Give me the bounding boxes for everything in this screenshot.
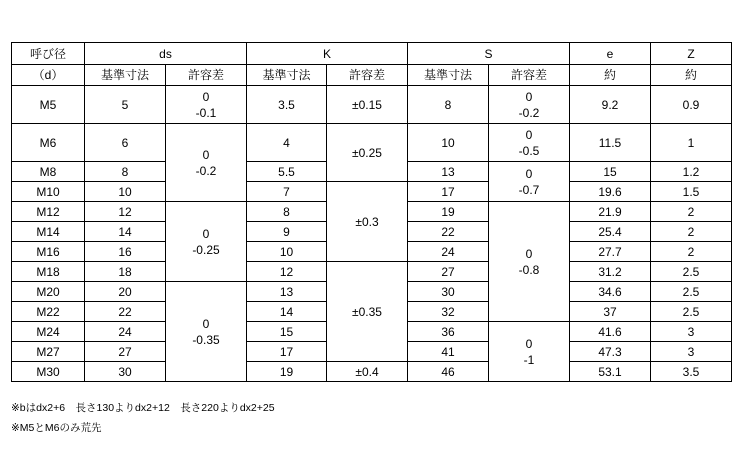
s-cell: 13 — [408, 162, 489, 182]
s-cell: 22 — [408, 222, 489, 242]
k-cell: 4 — [247, 124, 327, 162]
ds-basic-header: 基準寸法 — [85, 65, 166, 86]
k-basic-header: 基準寸法 — [247, 65, 327, 86]
nominal-cell: M20 — [12, 282, 85, 302]
ds-cell: 5 — [85, 86, 166, 124]
k-cell: 14 — [247, 302, 327, 322]
nominal-cell: M8 — [12, 162, 85, 182]
e-cell: 53.1 — [570, 362, 651, 382]
k-tolerance-header: 許容差 — [327, 65, 408, 86]
z-cell: 1.5 — [651, 182, 732, 202]
nominal-cell: M24 — [12, 322, 85, 342]
ds-cell: 10 — [85, 182, 166, 202]
k-cell: 10 — [247, 242, 327, 262]
k-tolerance-cell: ±0.15 — [327, 86, 408, 124]
note-coarse-tip: ※M5とM6のみ荒先 — [11, 422, 102, 434]
ds-cell: 22 — [85, 302, 166, 322]
z-cell: 1.2 — [651, 162, 732, 182]
z-cell: 2.5 — [651, 302, 732, 322]
nominal-header-sub: （d） — [12, 65, 85, 86]
z-cell: 3.5 — [651, 362, 732, 382]
header-row-1 — [12, 43, 732, 65]
header-row-2 — [12, 65, 732, 86]
z-cell: 2 — [651, 202, 732, 222]
k-cell: 3.5 — [247, 86, 327, 124]
k-tolerance-cell: ±0.35 — [327, 262, 408, 362]
s-tolerance-cell: 0 -0.7 — [489, 162, 570, 202]
ds-cell: 12 — [85, 202, 166, 222]
e-cell: 19.6 — [570, 182, 651, 202]
nominal-header-top: 呼び径 — [12, 43, 85, 65]
s-cell: 19 — [408, 202, 489, 222]
s-cell: 8 — [408, 86, 489, 124]
z-cell: 3 — [651, 342, 732, 362]
nominal-cell: M22 — [12, 302, 85, 322]
ds-cell: 27 — [85, 342, 166, 362]
nominal-cell: M27 — [12, 342, 85, 362]
s-tolerance-header: 許容差 — [489, 65, 570, 86]
ds-cell: 20 — [85, 282, 166, 302]
ds-cell: 30 — [85, 362, 166, 382]
ds-cell: 24 — [85, 322, 166, 342]
e-cell: 37 — [570, 302, 651, 322]
e-cell: 25.4 — [570, 222, 651, 242]
spec-table — [11, 42, 732, 382]
ds-tolerance-header: 許容差 — [166, 65, 247, 86]
k-cell: 15 — [247, 322, 327, 342]
z-cell: 2.5 — [651, 282, 732, 302]
nominal-cell: M6 — [12, 124, 85, 162]
ds-tolerance-cell: 0 -0.2 — [166, 124, 247, 202]
e-cell: 41.6 — [570, 322, 651, 342]
ds-tolerance-cell: 0 -0.1 — [166, 86, 247, 124]
k-tolerance-cell: ±0.3 — [327, 182, 408, 262]
z-cell: 0.9 — [651, 86, 732, 124]
s-cell: 10 — [408, 124, 489, 162]
k-cell: 8 — [247, 202, 327, 222]
table-row — [12, 182, 732, 202]
k-header: K — [247, 43, 408, 65]
nominal-cell: M30 — [12, 362, 85, 382]
nominal-cell: M5 — [12, 86, 85, 124]
s-tolerance-cell: 0 -1 — [489, 322, 570, 382]
ds-cell: 8 — [85, 162, 166, 182]
s-cell: 46 — [408, 362, 489, 382]
k-cell: 17 — [247, 342, 327, 362]
s-cell: 36 — [408, 322, 489, 342]
note-length: ※bはdx2+6 長さ130よりdx2+12 長さ220よりdx2+25 — [11, 402, 275, 414]
k-tolerance-cell: ±0.4 — [327, 362, 408, 382]
ds-tolerance-cell: 0 -0.35 — [166, 282, 247, 382]
table-row — [12, 262, 732, 282]
table-row — [12, 86, 732, 124]
k-tolerance-cell: ±0.25 — [327, 124, 408, 182]
s-cell: 17 — [408, 182, 489, 202]
e-header: e — [570, 43, 651, 65]
nominal-cell: M18 — [12, 262, 85, 282]
e-cell: 47.3 — [570, 342, 651, 362]
s-tolerance-cell: 0 -0.8 — [489, 202, 570, 322]
s-cell: 24 — [408, 242, 489, 262]
k-cell: 19 — [247, 362, 327, 382]
e-cell: 9.2 — [570, 86, 651, 124]
e-cell: 21.9 — [570, 202, 651, 222]
k-cell: 13 — [247, 282, 327, 302]
k-cell: 5.5 — [247, 162, 327, 182]
ds-header: ds — [85, 43, 247, 65]
e-cell: 15 — [570, 162, 651, 182]
table-row — [12, 124, 732, 162]
ds-cell: 16 — [85, 242, 166, 262]
s-tolerance-cell: 0 -0.2 — [489, 86, 570, 124]
z-cell: 2.5 — [651, 262, 732, 282]
k-cell: 9 — [247, 222, 327, 242]
e-cell: 27.7 — [570, 242, 651, 262]
z-header: Z — [651, 43, 732, 65]
table-row — [12, 362, 732, 382]
e-cell: 34.6 — [570, 282, 651, 302]
nominal-cell: M10 — [12, 182, 85, 202]
s-tolerance-cell: 0 -0.5 — [489, 124, 570, 162]
ds-cell: 14 — [85, 222, 166, 242]
e-cell: 31.2 — [570, 262, 651, 282]
s-cell: 27 — [408, 262, 489, 282]
ds-tolerance-cell: 0 -0.25 — [166, 202, 247, 282]
z-cell: 2 — [651, 242, 732, 262]
s-basic-header: 基準寸法 — [408, 65, 489, 86]
s-cell: 32 — [408, 302, 489, 322]
nominal-cell: M14 — [12, 222, 85, 242]
e-approx-header: 約 — [570, 65, 651, 86]
z-approx-header: 約 — [651, 65, 732, 86]
k-cell: 7 — [247, 182, 327, 202]
e-cell: 11.5 — [570, 124, 651, 162]
nominal-cell: M12 — [12, 202, 85, 222]
z-cell: 1 — [651, 124, 732, 162]
k-cell: 12 — [247, 262, 327, 282]
s-header: S — [408, 43, 570, 65]
s-cell: 41 — [408, 342, 489, 362]
nominal-cell: M16 — [12, 242, 85, 262]
ds-cell: 18 — [85, 262, 166, 282]
z-cell: 2 — [651, 222, 732, 242]
z-cell: 3 — [651, 322, 732, 342]
s-cell: 30 — [408, 282, 489, 302]
ds-cell: 6 — [85, 124, 166, 162]
